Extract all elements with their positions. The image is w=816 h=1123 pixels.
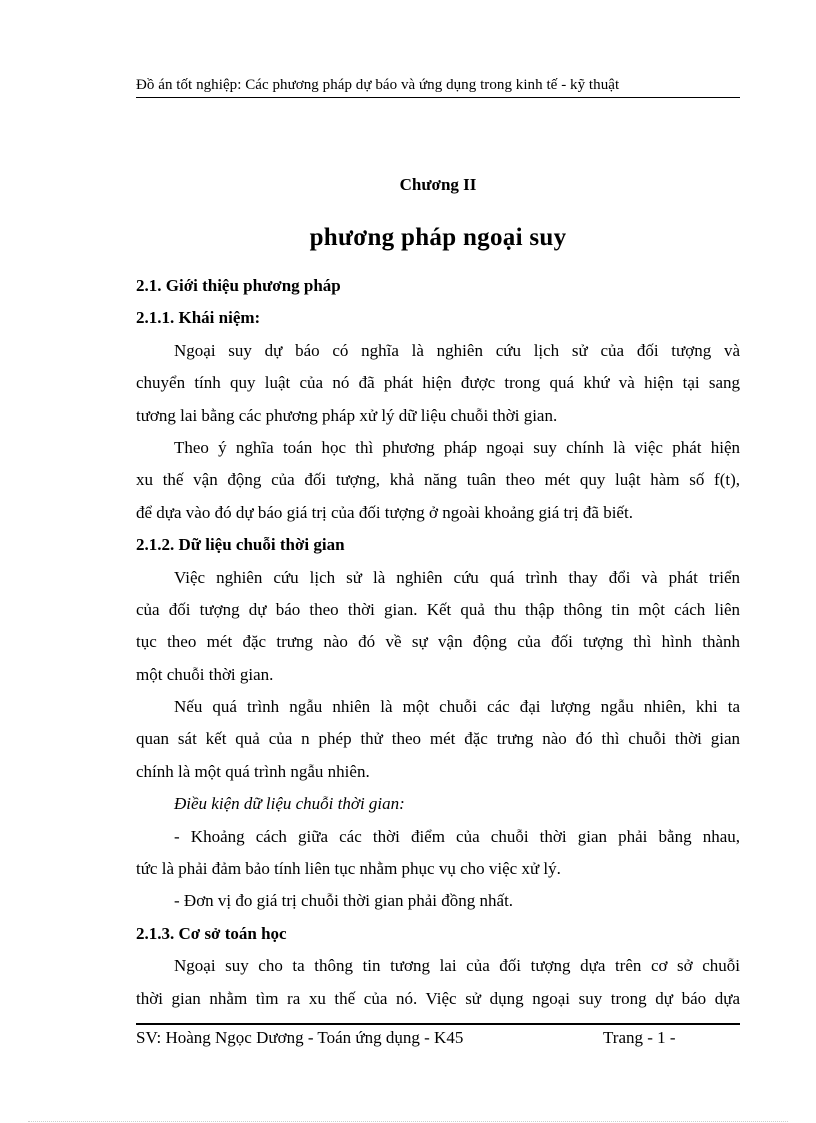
- condition-line: - Khoảng cách giữa các thời điểm của chuỗi thời gian phải bằng nhau,: [174, 826, 740, 846]
- paragraph-line: một chuỗi thời gian.: [136, 664, 274, 684]
- paragraph-line: xu thế vận động của đối tượng, khả năng tuân theo mét quy luật hàm số f(t),: [136, 470, 740, 490]
- section-heading-2-1-2: 2.1.2. Dữ liệu chuỗi thời gian: [136, 535, 345, 555]
- conditions-label: Điều kiện dữ liệu chuỗi thời gian:: [174, 794, 405, 814]
- paragraph-line: thời gian nhằm tìm ra xu thế của nó. Việc sử dụng ngoại suy trong dự báo dựa: [136, 988, 740, 1008]
- paragraph-line: Việc nghiên cứu lịch sử là nghiên cứu quá trình thay đổi và phát triển: [174, 567, 740, 587]
- paragraph-line: tục theo mét đặc trưng nào đó về sự vận động của đối tượng thì hình thành: [136, 632, 740, 652]
- footer-student-info: SV: Hoàng Ngọc Dương - Toán ứng dụng - K45: [136, 1028, 464, 1047]
- paragraph-line: tương lai bằng các phương pháp xử lý dữ liệu chuỗi thời gian.: [136, 405, 558, 425]
- paragraph-line: Theo ý nghĩa toán học thì phương pháp ngoại suy chính là việc phát hiện: [174, 437, 740, 457]
- chapter-title: phương pháp ngoại suy: [309, 224, 567, 251]
- paragraph-line: quan sát kết quả của n phép thử theo mét đặc trưng nào đó thì chuỗi thời gian: [136, 729, 740, 749]
- document-body: [136, 270, 740, 1015]
- section-heading-2-1-1: 2.1.1. Khái niệm:: [136, 308, 261, 328]
- condition-line: tức là phải đảm bảo tính liên tục nhằm phục vụ cho việc xử lý.: [136, 859, 561, 879]
- condition-line: - Đơn vị đo giá trị chuỗi thời gian phải đồng nhất.: [174, 891, 514, 911]
- section-heading-2-1: 2.1. Giới thiệu phương pháp: [136, 276, 341, 295]
- footer-page-number: Trang - 1 -: [603, 1028, 676, 1047]
- header-divider: [136, 97, 740, 98]
- paragraph-line: để dựa vào đó dự báo giá trị của đối tượng ở ngoài khoảng giá trị đã biết.: [136, 502, 633, 522]
- running-header: Đồ án tốt nghiệp: Các phương pháp dự báo và ứng dụng trong kinh tế - kỹ thuật: [136, 77, 620, 93]
- paragraph-line: Ngoại suy dự báo có nghĩa là nghiên cứu lịch sử của đối tượng và: [174, 340, 740, 360]
- paragraph-line: Nếu quá trình ngẫu nhiên là một chuỗi các đại lượng ngẫu nhiên, khi ta: [174, 697, 740, 717]
- section-heading-2-1-3: 2.1.3. Cơ sở toán học: [136, 923, 287, 943]
- paragraph-line: Ngoại suy cho ta thông tin tương lai của đối tượng dựa trên cơ sở chuỗi: [174, 956, 740, 976]
- paragraph-line: chính là một quá trình ngẫu nhiên.: [136, 761, 370, 781]
- page-bottom-edge: [28, 1121, 788, 1122]
- paragraph-line: của đối tượng dự báo theo thời gian. Kết quả thu thập thông tin một cách liên: [136, 599, 740, 619]
- footer-divider: [136, 1023, 740, 1025]
- paragraph-line: chuyển tính quy luật của nó đã phát hiện được trong quá khứ và hiện tại sang: [136, 373, 740, 393]
- chapter-label: Chương II: [399, 175, 477, 194]
